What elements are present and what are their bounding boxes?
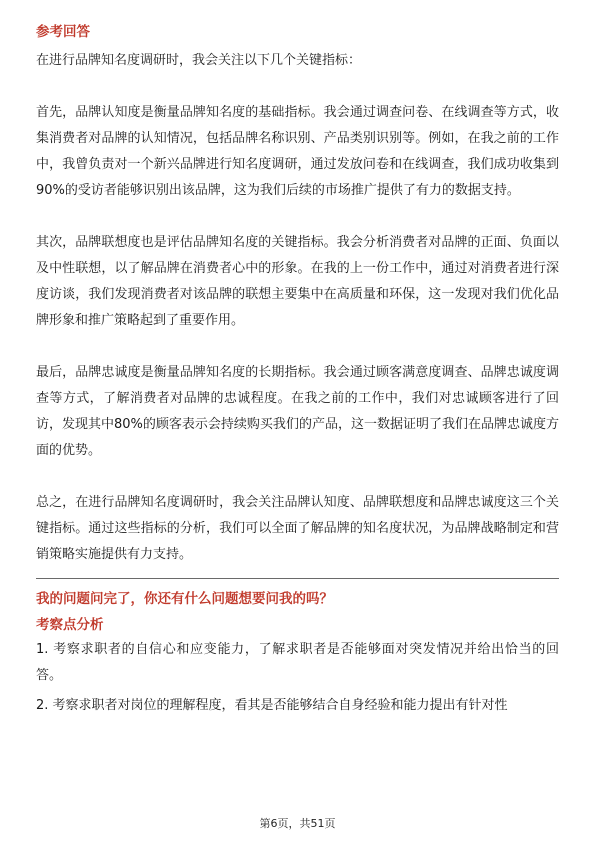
intro-paragraph: 在进行品牌知名度调研时，我会关注以下几个关键指标：	[36, 53, 362, 68]
page-footer: 第6页，共51页	[259, 817, 336, 830]
section-divider	[36, 578, 559, 579]
paragraph-loyalty: 最后，品牌忠诚度是衡量品牌知名度的长期指标。我会通过顾客满意度调查、品牌忠诚度调查等方式，了解消费者对品牌的忠诚程度。在我之前的工作中，我们对忠诚顾客进行了回访，发现其中80%的顾客表示会持续购买我们的产品，这一数据证明了我们在品牌忠诚度方面的优势。	[36, 365, 559, 458]
analysis-item-2: 2. 考察求职者对岗位的理解程度，看其是否能够结合自身经验和能力提出有针对性	[36, 698, 508, 713]
document-page	[36, 22, 559, 719]
interview-question: 我的问题问完了，你还有什么问题想要问我的吗？	[36, 591, 333, 607]
analysis-heading: 考察点分析	[36, 617, 104, 633]
answer-heading: 参考回答	[36, 24, 90, 40]
paragraph-awareness: 首先，品牌认知度是衡量品牌知名度的基础指标。我会通过调查问卷、在线调查等方式，收集消费者对品牌的认知情况，包括品牌名称识别、产品类别识别等。例如，在我之前的工作中，我曾负责对一个新兴品牌进行知名度调研，通过发放问卷和在线调查，我们成功收集到90%的受访者能够识别出该品牌，这为我们后续的市场推广提供了有力的数据支持。	[36, 105, 559, 198]
paragraph-summary: 总之，在进行品牌知名度调研时，我会关注品牌认知度、品牌联想度和品牌忠诚度这三个关键指标。通过这些指标的分析，我们可以全面了解品牌的知名度状况，为品牌战略制定和营销策略实施提供有力支持。	[36, 495, 559, 562]
paragraph-association: 其次，品牌联想度也是评估品牌知名度的关键指标。我会分析消费者对品牌的正面、负面以及中性联想，以了解品牌在消费者心中的形象。在我的上一份工作中，通过对消费者进行深度访谈，我们发现消费者对该品牌的联想主要集中在高质量和环保，这一发现对我们优化品牌形象和推广策略起到了重要作用。	[36, 235, 559, 328]
analysis-item-1: 1. 考察求职者的自信心和应变能力，了解求职者是否能够面对突发情况并给出恰当的回答。	[36, 642, 559, 683]
